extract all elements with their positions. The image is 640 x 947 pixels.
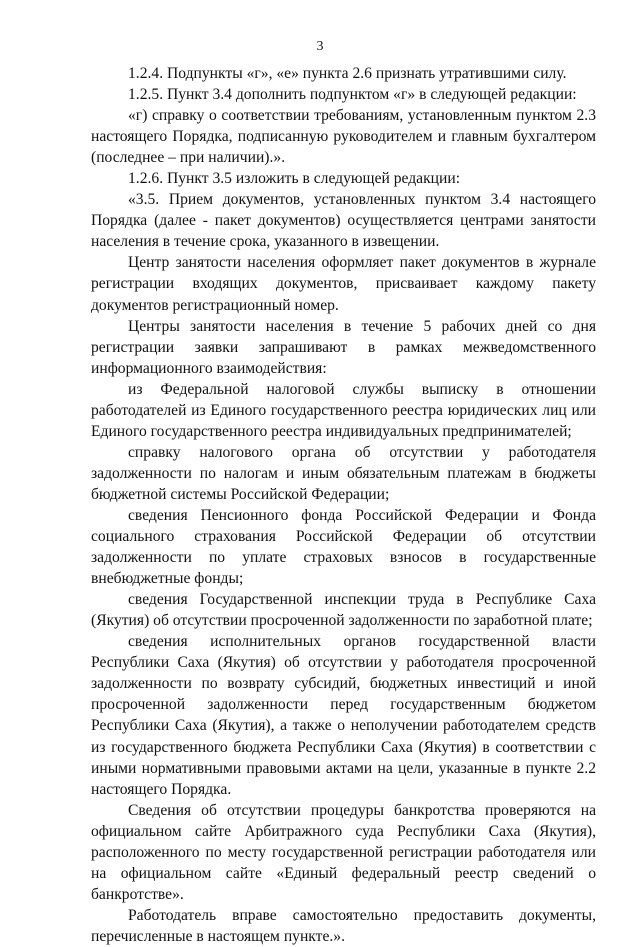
paragraph-1-2-6: 1.2.6. Пункт 3.5 изложить в следующей редакции: xyxy=(128,170,461,188)
paragraph-requests: Центры занятости населения в течение 5 рабочих дней со дня регистрации заявки запрашивают в рамках межведомственного информационного взаимодействия: xyxy=(91,317,596,377)
paragraph-tax-service: из Федеральной налоговой службы выписку в отношении работодателей из Единого государственного реестра юридических лиц или Единого государственного реестра индивидуальных предпринимателей; xyxy=(91,380,596,440)
paragraph-tax-certificate: справку налогового органа об отсутствии у работодателя задолженности по налогам и иным обязательным платежам в бюджеты бюджетной системы Российской Федерации; xyxy=(91,443,596,503)
paragraph-1-2-5: 1.2.5. Пункт 3.4 дополнить подпунктом «г» в следующей редакции: xyxy=(128,86,577,104)
paragraph-pension-fund: сведения Пенсионного фонда Российской Федерации и Фонда социального страхования Российской Федерации об отсутствии задолженности по уплате страховых взносов в государственные внебюджетные фонды; xyxy=(91,506,596,588)
paragraph-subpoint-g: «г) справку о соответствии требованиям, установленным пунктом 2.3 настоящего Порядка, подписанную руководителем и главным бухгалтером (последнее – при наличии).». xyxy=(91,107,596,167)
paragraph-1-2-4: 1.2.4. Подпункты «г», «е» пункта 2.6 признать утратившими силу. xyxy=(128,65,567,82)
paragraph-registration: Центр занятости населения оформляет пакет документов в журнале регистрации входящих документов, присваивает каждому пакету документов регистрационный номер. xyxy=(91,254,596,314)
paragraph-3-5: «3.5. Прием документов, установленных пунктом 3.4 настоящего Порядка (далее - пакет документов) осуществляется центрами занятости населения в течение срока, указанного в извещении. xyxy=(91,191,596,251)
document-body xyxy=(91,63,596,947)
page-number: 3 xyxy=(316,39,324,54)
paragraph-bankruptcy: Сведения об отсутствии процедуры банкротства проверяются на официальном сайте Арбитражного суда Республики Саха (Якутия), расположенного по месту государственной регистрации работодателя или на официальном сайте «Единый федеральный реестр сведений о банкротстве». xyxy=(91,801,596,903)
paragraph-executive-bodies: сведения исполнительных органов государственной власти Республики Саха (Якутия) об отсутствии у работодателя просроченной задолженности по возврату субсидий, бюджетных инвестиций и иной просроченной задолженности перед государственным бюджетом Республики Саха (Якутия), а также о неполучении работодателем средств из государственного бюджета Республики Саха (Якутия) в соответствии с иными нормативными правовыми актами на цели, указанные в пункте 2.2 настоящего Порядка. xyxy=(91,633,596,798)
paragraph-labor-inspection: сведения Государственной инспекции труда в Республике Саха (Якутия) об отсутствии просроченной задолженности по заработной плате; xyxy=(91,591,596,630)
paragraph-employer-right: Работодатель вправе самостоятельно предоставить документы, перечисленные в настоящем пункте.». xyxy=(91,906,596,945)
